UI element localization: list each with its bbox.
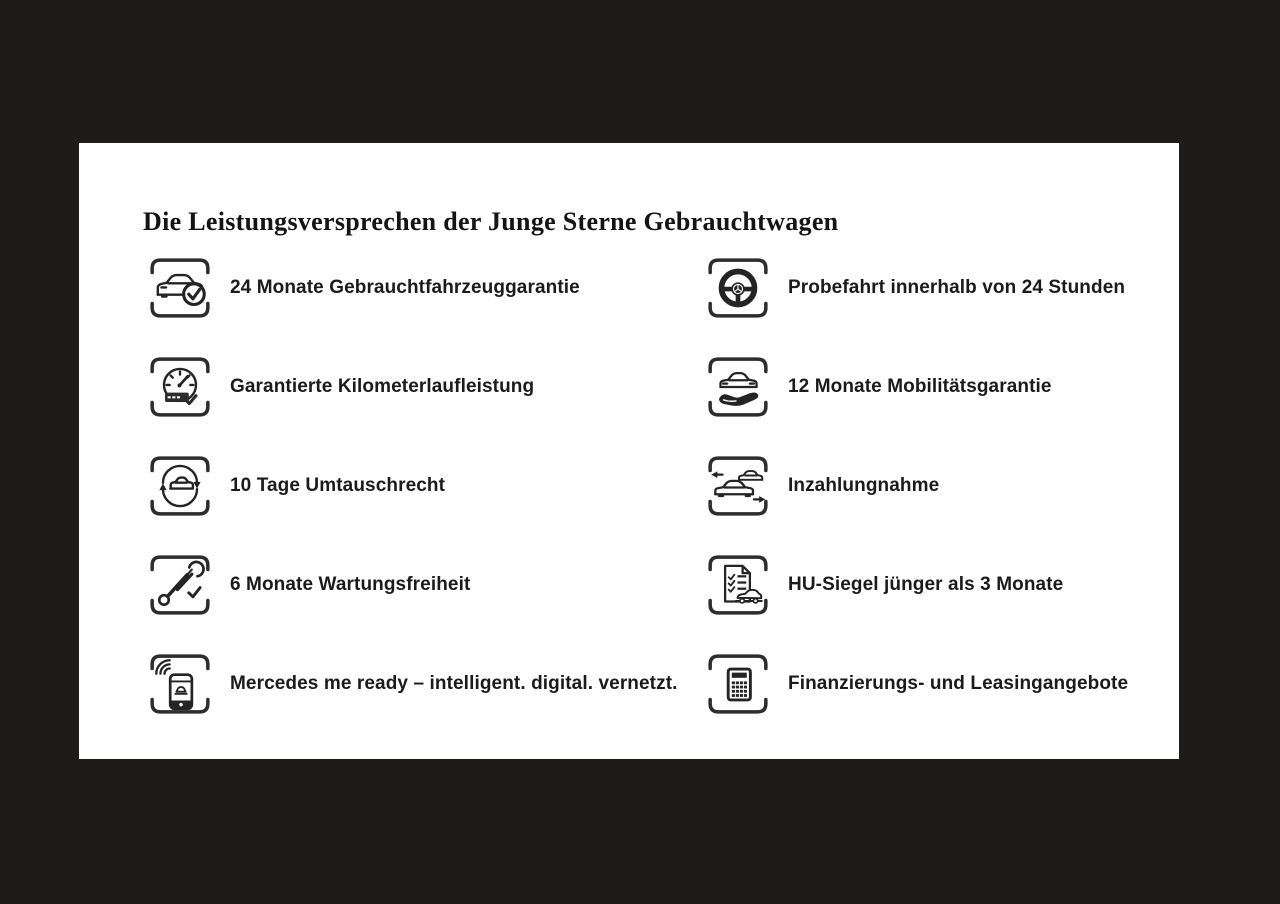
cars-trade-in-icon bbox=[705, 453, 771, 519]
benefit-item-mileage-guarantee bbox=[147, 354, 705, 420]
benefit-item-maintenance-free bbox=[147, 552, 705, 618]
tools-icon bbox=[147, 552, 213, 618]
car-check-icon bbox=[147, 255, 213, 321]
inspection-document-icon bbox=[705, 552, 771, 618]
benefit-item-trade-in bbox=[705, 453, 1128, 519]
benefit-label: 24 Monate Gebrauchtfahrzeuggarantie bbox=[230, 277, 580, 298]
calculator-icon bbox=[705, 651, 771, 717]
phone-connectivity-icon bbox=[147, 651, 213, 717]
benefit-label: Garantierte Kilometerlaufleistung bbox=[230, 376, 535, 397]
benefit-label: 10 Tage Umtauschrecht bbox=[230, 475, 446, 496]
page-title: Die Leistungsversprechen der Junge Sterne Gebrauchtwagen bbox=[143, 207, 839, 237]
benefit-item-used-car-warranty bbox=[147, 255, 705, 321]
benefit-label: Mercedes me ready – intelligent. digital. vernetzt. bbox=[230, 673, 678, 694]
speedometer-icon bbox=[147, 354, 213, 420]
car-exchange-icon bbox=[147, 453, 213, 519]
car-hand-icon bbox=[705, 354, 771, 420]
benefit-item-mobility-guarantee bbox=[705, 354, 1128, 420]
benefit-label: Probefahrt innerhalb von 24 Stunden bbox=[788, 277, 1126, 298]
benefit-item-mercedes-me bbox=[147, 651, 705, 717]
benefit-label: 12 Monate Mobilitätsgarantie bbox=[788, 376, 1052, 397]
benefit-item-hu-seal bbox=[705, 552, 1128, 618]
benefit-label: Finanzierungs- und Leasingangebote bbox=[788, 673, 1129, 694]
steering-wheel-icon bbox=[705, 255, 771, 321]
benefits-card bbox=[79, 143, 1179, 759]
benefits-grid bbox=[147, 255, 1128, 750]
benefit-label: Inzahlungnahme bbox=[788, 475, 940, 496]
benefit-item-exchange-right bbox=[147, 453, 705, 519]
benefit-item-financing bbox=[705, 651, 1128, 717]
benefit-label: HU-Siegel jünger als 3 Monate bbox=[788, 574, 1064, 595]
benefit-label: 6 Monate Wartungsfreiheit bbox=[230, 574, 471, 595]
benefit-item-test-drive bbox=[705, 255, 1128, 321]
